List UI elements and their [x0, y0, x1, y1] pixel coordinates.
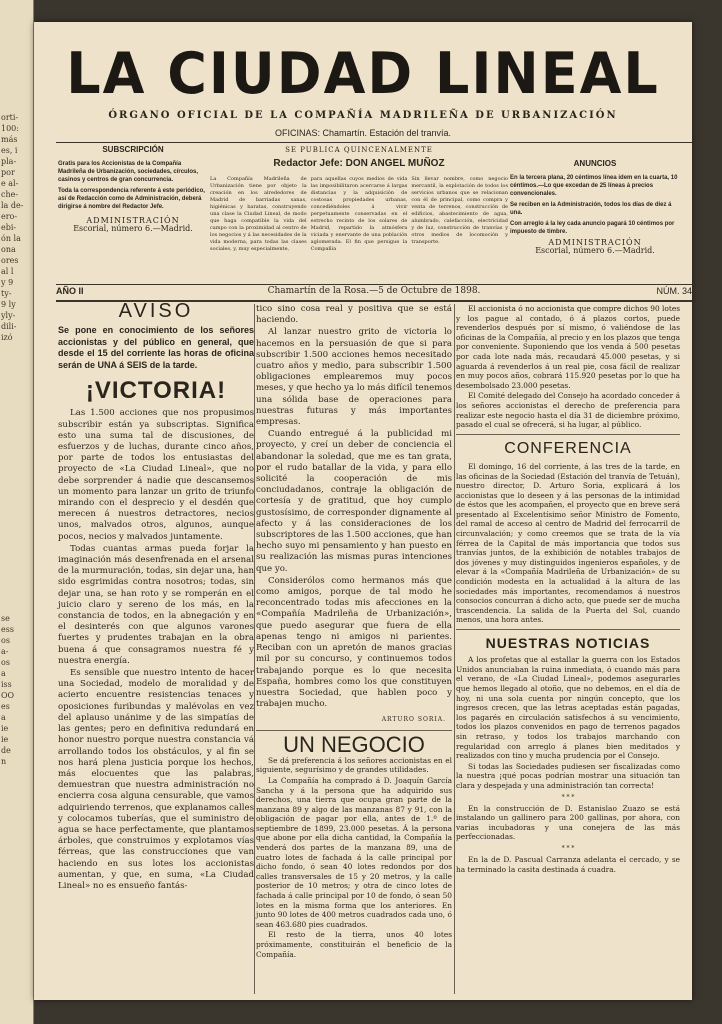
victoria-heading: ¡VICTORIA! [85, 377, 227, 405]
column-2 [256, 304, 452, 960]
adjacent-page-text: más [1, 135, 18, 144]
adjacent-page-text: os [1, 636, 10, 645]
section-rule [456, 629, 680, 630]
adjacent-page-text: pla- [1, 157, 17, 166]
negocio-paragraph-4: El accionista ó no accionista que compre dichos 90 lotes y los pague al contado, ó á plazos cortos, puede revenderlos después por sí mismo, ó valiéndose de las oficinas de la Compañía, al precio y en los plazos que tenga por conveniente. Suponiendo que los venda á 500 pesetas por cada lote nada más, recaudará 45.000 pesetas, y si aguarda á revenderlos á un real pie, cosa fácil de realizar en muy pocos años, cobrará 115.920 pesetas por lo que ha desembolsado 23.000 pesetas. [456, 304, 680, 390]
adjacent-page-text: de [1, 746, 11, 755]
column-divider-2 [454, 304, 455, 994]
header-rule-top [56, 142, 692, 143]
aviso-heading: AVISO [118, 300, 194, 322]
adjacent-page-text: ess [1, 625, 14, 634]
noticias-paragraph-1: A los profetas que al estallar la guerra con los Estados Unidos anunciaban la ruina inmediata, ó cuando más para el verano, de «La Ciudad Lineal», podemos asegurarles que hemos llegado al otoño, que no debemos, en el día de hoy, ni una sola cuenta por ningún concepto, que los ingresos crecen, que las letras aceptadas están pagadas, los pagarés en circulación satisfechos á su vencimiento, todos los plazos convenidos en pago de terrenos pagados sin retraso, y todos los trabajos marchando con regularidad con arreglo á planes bien meditados y realizados con tino y mucha prudencia por el Consejo. [456, 655, 680, 761]
dateline [56, 286, 692, 300]
adjacent-page-text: orti- [1, 113, 19, 122]
announcements-address: Escorial, número 6.—Madrid. [535, 246, 655, 255]
offices-line: OFICINAS: Chamartín. Estación del tranvía. [274, 128, 452, 138]
adjacent-page-text: es [1, 702, 10, 711]
adjacent-page-text: ero- [1, 212, 18, 221]
conferencia-heading: CONFERENCIA [504, 439, 632, 457]
adjacent-page-text: OO [1, 691, 15, 700]
purpose-col-2: para aquellas cuyos medios de vida las imposibilitaron acercarse á largas distancias y la adquisición de costosas propiedades urbanas, concediéndoles á vivir perpetuamente conservadas en el estrecho recinto de los solares de Madrid, repartido la atmósfera viciada y enervante de una población aglomerada. El fin que persigue la Compañía [310, 176, 408, 252]
announcements-text-2: Se reciben en la Administración, todos los días de diez á una. [510, 202, 672, 216]
adjacent-page-text: por [1, 168, 15, 177]
adjacent-page-text: 100: [1, 124, 19, 133]
masthead-title: LA CIUDAD LINEAL [66, 40, 660, 107]
conferencia-paragraph: El domingo, 16 del corriente, á las tres de la tarde, en las oficinas de la Sociedad (Estación del tranvía de Tetuán), nuestro director, D. Arturo Soria, explicará á los accionistas que lo deseen y á las personas de la intimidad de éstos que les acompañen, el proyecto que en breve será presentado al Excelentísimo señor Ministro de Fomento, del ramal de acceso al centro de Madrid del ferrocarril de circunvalación; y como creemos que se trata de la vía férrea de la Capital de más importancia que todos sus tranvías juntos, de la exhibición de notables trabajos de dos jóvenes y muy distinguidos ingenieros españoles, y de elevar á la «Compañía Madrileña de Urbanización» de su condición modesta en la actualidad á la altura de las sociedades más importantes, recomendamos á nuestros consocios concurran á dicho acto, que puede ser de mucha trascendencia. La salida de la Puerta del Sol, cuando menos, una hora antes. [456, 461, 680, 625]
adjacent-page-text: ón la [1, 234, 21, 243]
adjacent-page-text: a [1, 669, 6, 678]
aviso-text: Se pone en conocimiento de los señores accionistas y del público en general, que desde el 15 del corriente las horas de oficina serán de UNA á SEIS de la tarde. [58, 325, 254, 370]
adjacent-page-fragment [0, 0, 34, 1024]
adjacent-page-text: a [1, 713, 6, 722]
adjacent-page-text: la de- [1, 201, 24, 210]
adjacent-page-text: ebi- [1, 223, 17, 232]
adjacent-page-text: ores [1, 256, 19, 265]
announcements-text-3: Con arreglo á la ley cada anuncio pagará 10 céntimos por impuesto de timbre. [510, 221, 675, 235]
section-stars: * * * [561, 793, 575, 801]
adjacent-page-text: che- [1, 190, 19, 199]
victoria-paragraph-6: Cuando entregué á la publicidad mi proyecto, y creí un deber de conciencia el abandonar la soledad, que me es tan grata, por el rudo batallar de la vida, y para ello solicité la cooperación de mis conciudadanos, contraje la obligación de cortesía y de gratitud, que hoy cumplo gustosísimo, de corresponder dignamente al afecto y á las consideraciones de los subscriptores de las 1.500 acciones, que han hecho suyo mi pensamiento y han puesto en su realización las mismas puras intenciones que yo. [256, 429, 452, 574]
victoria-paragraph-5: Al lanzar nuestro grito de victoria lo hacemos en la persuasión de que si para subscribir 1.500 acciones hemos necesitado cuatro años y medio, para subscribir 1.500 obligaciones emplearemos muy pocos meses, y que hecho ya lo más difícil tenemos una sólida base de operaciones para nuestras futuras y más importantes empresas. [256, 327, 452, 428]
noticias-paragraph-2: Si todas las Sociedades pudiesen ser fiscalizadas como la nuestra ¡qué pocas podrían mostrar una situación tan clara y despejada y una administración tan correcta! [456, 761, 680, 790]
subscription-box [58, 146, 208, 282]
subscription-text-1: Gratis para los Accionistas de la Compañía Madrileña de Urbanización, sociedades, círculos, casinos y centros de gran concurrencia. [58, 161, 199, 183]
adjacent-page-text: es, i [1, 146, 18, 155]
column-divider-1 [254, 304, 255, 994]
adjacent-page-text: yly- [1, 311, 16, 320]
announcements-text-1: En la tercera plana, 20 céntimos línea idem en la cuarta, 10 céntimos.—Lo que excedan de 25 líneas á precios convencionales. [510, 175, 678, 197]
adjacent-page-text: se [1, 614, 10, 623]
purpose-col-1: La Compañía Madrileña de Urbanización tiene por objeto la creación en los alrededores de Madrid de barriadas sanas, higiénicas y baratas, construyendo una clase la Ciudad Lineal, de modo que haga compatible la vida del campo con la proximidad al centro de los negocios y á las necesidades de la vida moderna, para todas las clases sociales, y, muy especialmente, [210, 176, 307, 252]
section-rule [256, 730, 452, 731]
issue-date: Chamartín de la Rosa.—5 de Octubre de 1898. [267, 286, 481, 296]
victoria-paragraph-3: Es sensible que nuestro intento de hacer una Sociedad, modelo de moralidad y de acierto encuentre resistencias tenaces y oposiciones furibundas y malévolas en vez del aplauso unánime y de las simpatías de las gentes; pero en definitiva redundará en honor nuestro porque nuestra constancia vá arrollando todos los obstáculos, y al fin se nos hará plena justicia porque los hechos, más elocuentes que las palabras, demuestran que nuestra administración no encierra cosa alguna censurable, que vamos adquiriendo terrenos, que explanamos calles y colocamos tuberías, que el suministro de agua se hace perfectamente, que plantamos árboles, que construimos y explotamos vías férreas, que las construcciones que van haciendo en sus lotes los accionistas aumentan, y que, en suma, «La Ciudad Lineal» no es ensueño fantás- [58, 668, 254, 891]
issue-number: NÚM. 34 [656, 286, 692, 296]
column-3 [456, 304, 680, 875]
victoria-paragraph-2: Todas cuantas armas pueda forjar la imaginación más desenfrenada en el arsenal de la murmuración, todas, sin dejar una, han sido esgrimidas contra nosotros; todas, sin dejar una, se han roto y se romperán en el juicio claro y sereno de los más, en la constancia de todos, en la abnegación y en el desinterés con que algunos varones fuertes y prudentes trabajan en la obra buena á que consagramos nuestra fé y nuestra energía. [58, 543, 254, 666]
purpose-col-3: Sin llevar nombre, como negocio mercantil, la explotación de todos los servicios urbanos que se relacionan con él de principal, como compra y venta de terrenos, construcción de edificios, abastecimiento de agua, alumbrado, calefacción, electricidad y de luz, construcción de tranvías y otros medios de locomoción y transporte. [411, 176, 509, 245]
adjacent-page-text: al l [1, 267, 14, 276]
adjacent-page-text: iss [1, 680, 12, 689]
negocio-paragraph-3: El resto de la tierra, unos 40 lotes próximamente, constituirán el beneficio de la Compañía. [256, 930, 452, 959]
adjacent-page-text: a- [1, 647, 9, 656]
company-purpose [210, 176, 508, 253]
editorial-box [210, 146, 508, 282]
negocio-paragraph-5: El Comité delegado del Consejo ha acordado conceder á los señores accionistas el derecho de preferencia para realizar este negocio hasta el día 31 de diciembre próximo, pasado el cual se ofrecerá, si ha lugar, al público. [456, 391, 680, 430]
victoria-paragraph-1: Las 1.500 acciones que nos propusimos subscribir están ya subscriptas. Significa esto una suma tal de discusiones, de esfuerzos y de luchas, durante cinco años, por parte de todos los entusiastas del proyecto de «La Ciudad Lineal», que no debe sorprender á nadie que descansemos un momento para lanzar un grito de triunfo mirando con el desprecio y el desdén que merecen á nuestros detractores, necios unos, malvados otros, algunos, aunque pocos, necios y malvados juntamente. [58, 408, 254, 542]
section-rule [456, 434, 680, 435]
adjacent-page-text: ie [1, 724, 9, 733]
subscription-address: Escorial, número 6.—Madrid. [73, 224, 193, 233]
negocio-paragraph-2: La Compañía ha comprado á D. Joaquín García Sancha y á la persona que ha adquirido sus derechos, una tierra que ocupa gran parte de la manzana 89 y algo de las manzanas 87 y 91, con la obligación de pagar por ella, antes de 1.º de septiembre de 1899, 23.000 pesetas. Á la persona que abone por ella dicha cantidad, la Compañía la venderá dos partes de la manzana 89, una de cuatro lotes de fachada á la calle principal por dicho fondo, ó sean 40 lotes redondos por dos calles transversales de 15 y 20 metros, y la calle posterior de 10 metros; y otra de cinco lotes de fachada á calle principal por 10 de fondo, ó sean 50 lotes en la misma forma que los anteriores. En junto 90 lotes de 400 metros cuadrados cada uno, ó sean 463.680 pies cuadrados. [256, 775, 452, 929]
header-rule-bottom [56, 284, 692, 285]
announcements-heading: ANUNCIOS [573, 159, 617, 168]
column-1 [58, 300, 254, 893]
masthead-subtitle: ÓRGANO OFICIAL DE LA COMPAÑÍA MADRILEÑA DE URBANIZACIÓN [108, 110, 618, 121]
adjacent-page-text: os [1, 658, 10, 667]
adjacent-page-text: 9 ly [1, 300, 16, 309]
adjacent-page-text: izó [1, 333, 13, 342]
editor-in-chief: Redactor Jefe: DON ANGEL MUÑOZ [273, 158, 445, 169]
noticias-paragraph-3: En la construcción de D. Estanislao Zuazo se está instalando un gallinero para 200 gallinas, por ahora, con varias incubadoras y una conejera de las más perfeccionadas. [456, 803, 680, 842]
adjacent-page-text: ie [1, 735, 9, 744]
announcements-box [510, 146, 680, 282]
adjacent-page-text: dili- [1, 322, 17, 331]
adjacent-page-text: y 9 [1, 278, 14, 287]
subscription-heading: SUBSCRIPCIÓN [102, 145, 164, 154]
negocio-heading: UN NEGOCIO [283, 731, 425, 757]
subscription-text-2: Toda la correspondencia referente á este periódico, así de Redacción como de Administración, deberá dirigirse á nombre del Redactor Jefe. [58, 188, 205, 210]
victoria-paragraph-7: Considerólos como hermanos más que como amigos, porque de tal modo he reconcentrado todas mis afecciones en la «Compañía Madrileña de Urbanización», que puedo asegurar que fuera de ella apenas tengo ni amigos ni parientes. Reciban con un apretón de manos gracias mil por su concurso, y continuemos todos trabajando porque es lo que necesita España, hombres como los que constituyen nuestra Sociedad, que hablen poco y trabajen mucho. [256, 575, 452, 710]
noticias-heading: NUESTRAS NOTICIAS [485, 635, 651, 652]
announcements-admin: ADMINISTRACIÓN [548, 238, 642, 247]
newspaper-page [34, 22, 692, 1000]
publication-frequency: SE PUBLICA QUINCENALMENTE [285, 146, 433, 154]
adjacent-page-text: ty- [1, 289, 12, 298]
issue-year: AÑO II [56, 286, 84, 296]
adjacent-page-text: n [1, 757, 7, 766]
subscription-admin: ADMINISTRACIÓN [86, 216, 180, 225]
negocio-paragraph-1: Se dá preferencia á los señores accionistas en el siguiente, segurísimo y de grandes utilidades. [256, 755, 452, 775]
adjacent-page-text: ona [1, 245, 16, 254]
adjacent-page-text: e al- [1, 179, 19, 188]
section-stars: * * * [561, 844, 575, 852]
article-signature: ARTURO SORIA. [381, 716, 446, 724]
noticias-paragraph-4: En la de D. Pascual Carranza adelanta el cercado, y se ha terminado la casita destinada á cuadra. [456, 854, 680, 874]
victoria-paragraph-4: tico sino cosa real y positiva que se está haciendo. [256, 304, 452, 326]
